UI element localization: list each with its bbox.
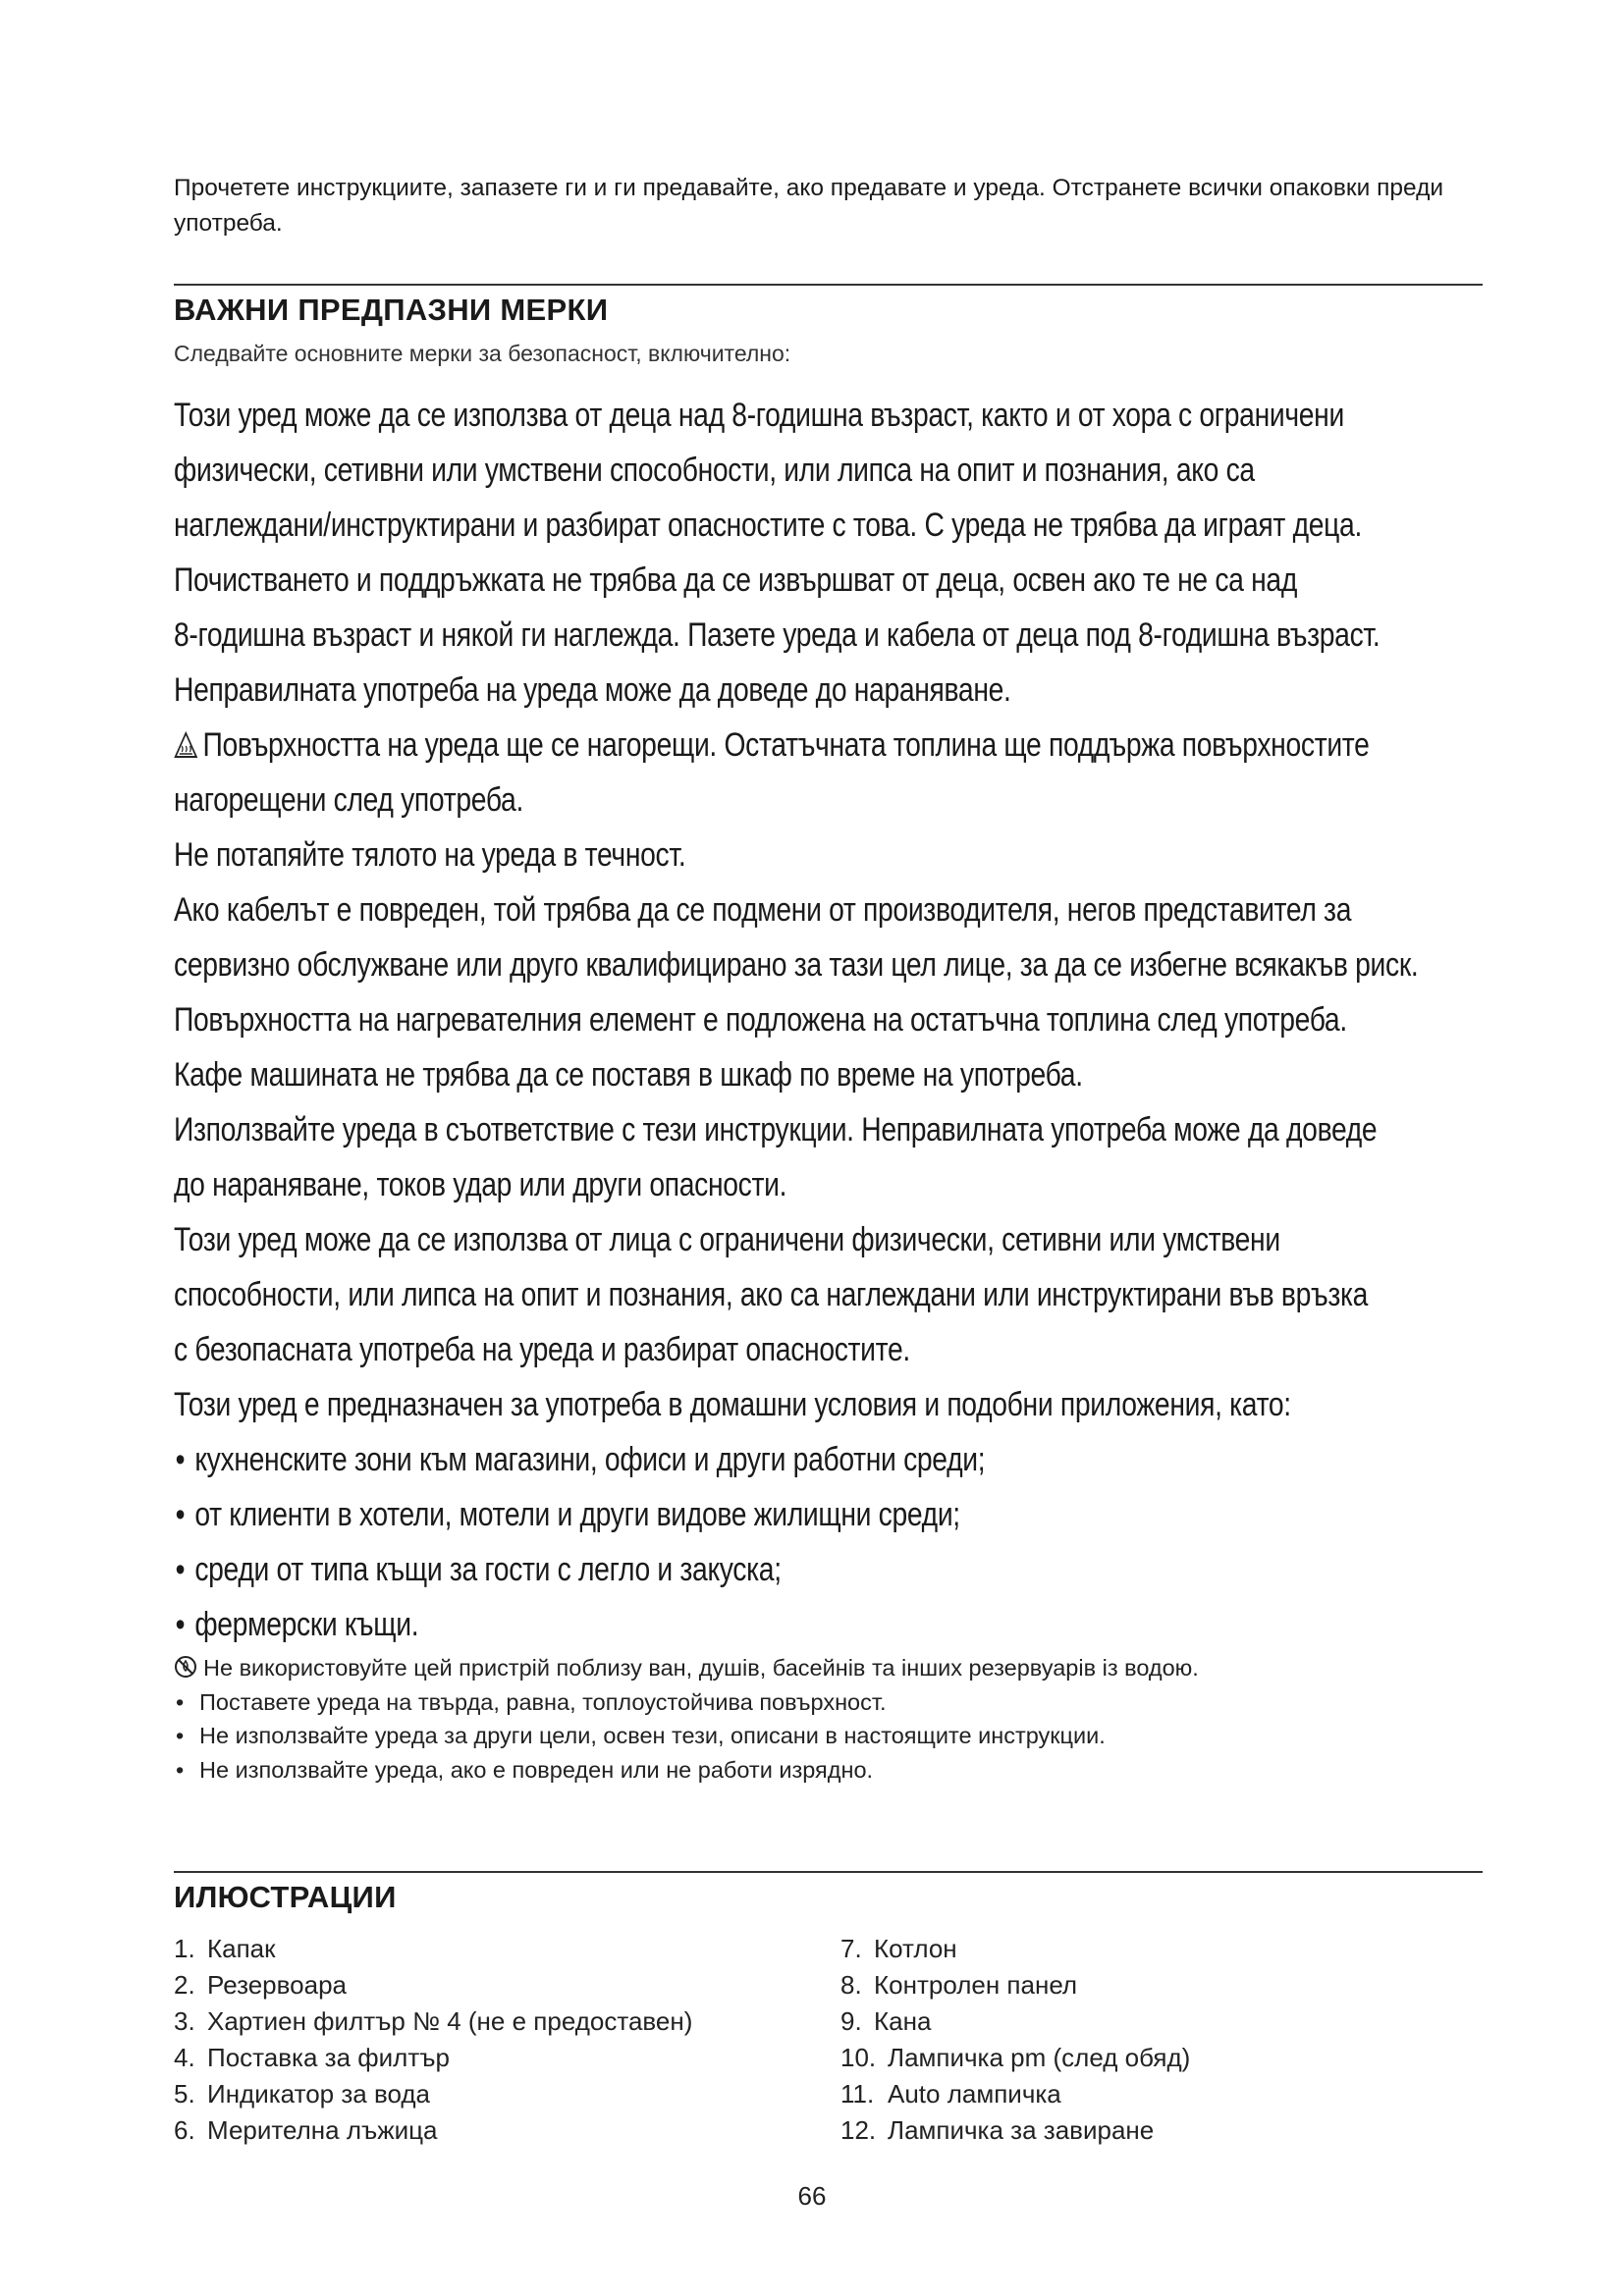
item-label: Индикатор за вода	[207, 2079, 430, 2109]
page-number: 66	[797, 2181, 827, 2211]
note-line	[174, 1753, 1199, 1788]
note-line	[174, 1685, 1199, 1720]
safety-line: 8-годишна възраст и някой ги наглежда. Пазете уреда и кабела от деца под 8-годишна възраст.	[174, 616, 1380, 654]
no-water-icon	[174, 1655, 197, 1679]
item-label: Контролен панел	[874, 1970, 1078, 2000]
list-item	[174, 2040, 692, 2076]
safety-line: Използвайте уреда в съответствие с тези инструкции. Неправилната употреба може да доведе	[174, 1111, 1378, 1148]
item-number: 9.	[840, 2006, 862, 2036]
item-label: Поставка за филтър	[207, 2043, 450, 2072]
item-label: Капак	[207, 1934, 276, 1963]
list-item	[174, 1931, 692, 1967]
item-number: 12.	[840, 2115, 877, 2145]
bullet-dot: •	[175, 1441, 186, 1478]
note-line-no-water	[174, 1651, 1199, 1685]
list-item	[840, 2040, 1190, 2076]
note-text: Не използвайте уреда за други цели, освен тези, описани в настоящите инструкции.	[199, 1723, 1106, 1748]
bullet-item	[174, 1542, 1253, 1597]
safety-line: Почистването и поддръжката не трябва да се извършват от деца, освен ако те не са над	[174, 561, 1298, 599]
safety-line: Кафе машината не трябва да се поставя в шкаф по време на употреба.	[174, 1056, 1083, 1094]
bullet-dot: •	[175, 1606, 186, 1643]
item-label: Котлон	[874, 1934, 957, 1963]
item-number: 7.	[840, 1934, 862, 1963]
list-item	[840, 2112, 1190, 2149]
section-subtitle: Следвайте основните мерки за безопасност, включително:	[174, 341, 791, 366]
item-number: 11.	[840, 2079, 875, 2109]
bullet-text: кухненските зони към магазини, офиси и други работни среди;	[194, 1441, 986, 1478]
list-item	[174, 2112, 692, 2149]
item-label: Мерителна лъжица	[207, 2115, 438, 2145]
safety-line: Този уред може да се използва от лица с ограничени физически, сетивни или умствени	[174, 1221, 1280, 1258]
safety-line: способности, или липса на опит и познания, ако са наглеждани или инструктирани във връзка	[174, 1276, 1369, 1313]
list-item	[174, 1967, 692, 2003]
intro-paragraph: Прочетете инструкциите, запазете ги и ги предавайте, ако предавате и уреда. Отстранете всички опаковки преди употреба.	[174, 175, 1444, 237]
item-number: 2.	[174, 1970, 195, 2000]
note-text: Не використовуйте цей пристрій поблизу ван, душів, басейнів та інших резервуарів із водою.	[203, 1655, 1199, 1681]
bullet-dot: •	[176, 1723, 185, 1748]
item-label: Лампичка за завиране	[888, 2115, 1155, 2145]
item-number: 1.	[174, 1934, 195, 1963]
bullet-item	[174, 1432, 1253, 1487]
item-label: Auto лампичка	[888, 2079, 1061, 2109]
safety-line: наглеждани/инструктирани и разбират опасностите с това. С уреда не трябва да играят деца.	[174, 507, 1362, 544]
bullet-text: среди от типа къщи за гости с легло и закуска;	[194, 1551, 782, 1588]
item-number: 4.	[174, 2043, 195, 2072]
bullet-dot: •	[176, 1756, 185, 1783]
safety-line: сервизно обслужване или друго квалифицирано за тази цел лице, за да се избегне всякакъв риск.	[174, 946, 1419, 984]
safety-line: с безопасната употреба на уреда и разбират опасностите.	[174, 1331, 910, 1368]
hot-surface-warning-icon	[174, 730, 198, 760]
item-number: 3.	[174, 2006, 195, 2036]
list-item	[840, 2076, 1190, 2112]
item-label: Резервоара	[207, 1970, 347, 2000]
safety-line: до нараняване, токов удар или други опасности.	[174, 1166, 787, 1203]
list-item	[840, 2003, 1190, 2040]
section-divider	[174, 1871, 1483, 1873]
section-divider	[174, 284, 1483, 286]
bullet-dot: •	[175, 1551, 186, 1588]
item-number: 6.	[174, 2115, 195, 2145]
section-title-safety: ВАЖНИ ПРЕДПАЗНИ МЕРКИ	[174, 293, 609, 327]
safety-line: Повърхността на нагревателния елемент е подложена на остатъчна топлина след употреба.	[174, 1001, 1347, 1039]
small-notes-block	[174, 1651, 1199, 1787]
note-text: Поставете уреда на твърда, равна, топлоустойчива повърхност.	[199, 1688, 887, 1715]
list-item	[174, 2076, 692, 2112]
note-text: Не използвайте уреда, ако е повреден или не работи изрядно.	[199, 1756, 874, 1783]
item-number: 8.	[840, 1970, 862, 2000]
bullet-text: фермерски къщи.	[194, 1606, 419, 1643]
bullet-text: от клиенти в хотели, мотели и други видове жилищни среди;	[194, 1496, 960, 1533]
safety-line: Неправилната употреба на уреда може да доведе до нараняване.	[174, 671, 1011, 709]
list-item	[174, 2003, 692, 2040]
safety-line: Този уред е предназначен за употреба в домашни условия и подобни приложения, като:	[174, 1386, 1291, 1423]
safety-line: физически, сетивни или умствени способности, или липса на опит и познания, ако са	[174, 452, 1255, 489]
safety-line: Не потапяйте тялото на уреда в течност.	[174, 836, 686, 874]
bullet-dot: •	[175, 1496, 186, 1533]
bullet-dot: •	[176, 1688, 185, 1715]
section-title-illustrations: ИЛЮСТРАЦИИ	[174, 1880, 397, 1914]
item-number: 5.	[174, 2079, 195, 2109]
safety-text-block	[174, 388, 1419, 1652]
item-label: Кана	[874, 2006, 932, 2036]
list-item	[840, 1967, 1190, 2003]
item-label: Хартиен филтър № 4 (не е предоставен)	[207, 2006, 693, 2036]
item-number: 10.	[840, 2043, 877, 2072]
parts-list-right	[840, 1931, 1190, 2149]
safety-line: Този уред може да се използва от деца над 8-годишна възраст, както и от хора с ограничени	[174, 397, 1344, 434]
parts-list-left	[174, 1931, 692, 2149]
note-line	[174, 1719, 1199, 1753]
list-item	[840, 1931, 1190, 1967]
safety-line-hot-surface	[174, 718, 1370, 773]
safety-line-text: Повърхността на уреда ще се нагорещи. Остатъчната топлина ще поддържа повърхностите	[202, 726, 1370, 764]
bullet-item	[174, 1597, 1253, 1652]
safety-line: Ако кабелът е повреден, той трябва да се подмени от производителя, негов представител за	[174, 891, 1352, 929]
bullet-item	[174, 1487, 1253, 1542]
safety-line: нагорещени след употреба.	[174, 781, 523, 819]
item-label: Лампичка pm (след обяд)	[888, 2043, 1191, 2072]
